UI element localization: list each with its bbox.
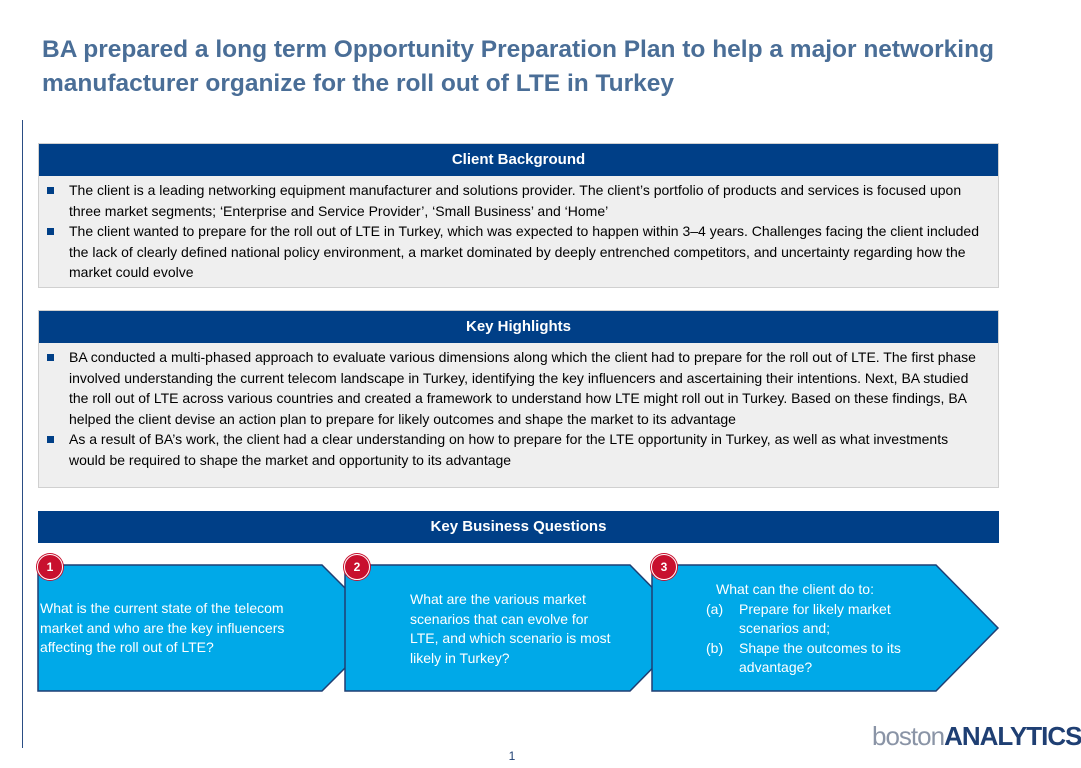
list-item: As a result of BA’s work, the client had a clear understanding on how to prepare for the LTE opportunity in Turkey, as well as what investments would be required to shape the market and opportunity to its advantage <box>47 429 986 470</box>
question-number-badge: 1 <box>37 554 63 580</box>
list-item: The client wanted to prepare for the roll out of LTE in Turkey, which was expected to happen within 3–4 years. Challenges facing the client included the lack of clearly defined national policy environment, a market dominated by deeply entrenched competitors, and uncertainty regarding how the market could evolve <box>47 221 986 283</box>
question-3-option: (a) Prepare for likely market scenarios and; <box>706 600 891 636</box>
question-1-text: What is the current state of the telecom market and who are the key influencers affecting the roll out of LTE? <box>40 600 285 655</box>
client-background-header: Client Background <box>39 144 998 176</box>
question-2-text: What are the various market scenarios that can evolve for LTE, and which scenario is most likely in Turkey? <box>410 591 611 666</box>
question-3-intro: What can the client do to: <box>716 581 874 597</box>
key-business-questions-header: Key Business Questions <box>38 511 999 543</box>
page-number: 1 <box>508 749 516 763</box>
question-3-text <box>706 580 936 678</box>
boston-analytics-logo: bostonANALYTICS <box>872 721 1081 751</box>
list-item: BA conducted a multi-phased approach to evaluate various dimensions along which the client had to prepare for the roll out of LTE. The first phase involved understanding the current telecom landscape in Turkey, identifying the key influencers and ascertaining their intentions. Next, BA studied the roll out of LTE across various countries and created a framework to understand how LTE might roll out in Turkey. Based on these findings, BA helped the client devise an action plan to prepare for likely outcomes and shape the market to its advantage <box>47 347 986 429</box>
page-title: BA prepared a long term Opportunity Preparation Plan to help a major networking manufacturer organize for the roll out of LTE in Turkey <box>42 36 994 97</box>
question-3-option: (b) Shape the outcomes to its advantage? <box>706 639 901 675</box>
key-highlights-header: Key Highlights <box>39 311 998 343</box>
list-item: The client is a leading networking equipment manufacturer and solutions provider. The client’s portfolio of products and services is focused upon three market segments; ‘Enterprise and Service Provider’, ‘Small Business’ and ‘Home’ <box>47 180 986 221</box>
question-number-badge: 2 <box>344 554 370 580</box>
question-number-badge: 3 <box>651 554 677 580</box>
